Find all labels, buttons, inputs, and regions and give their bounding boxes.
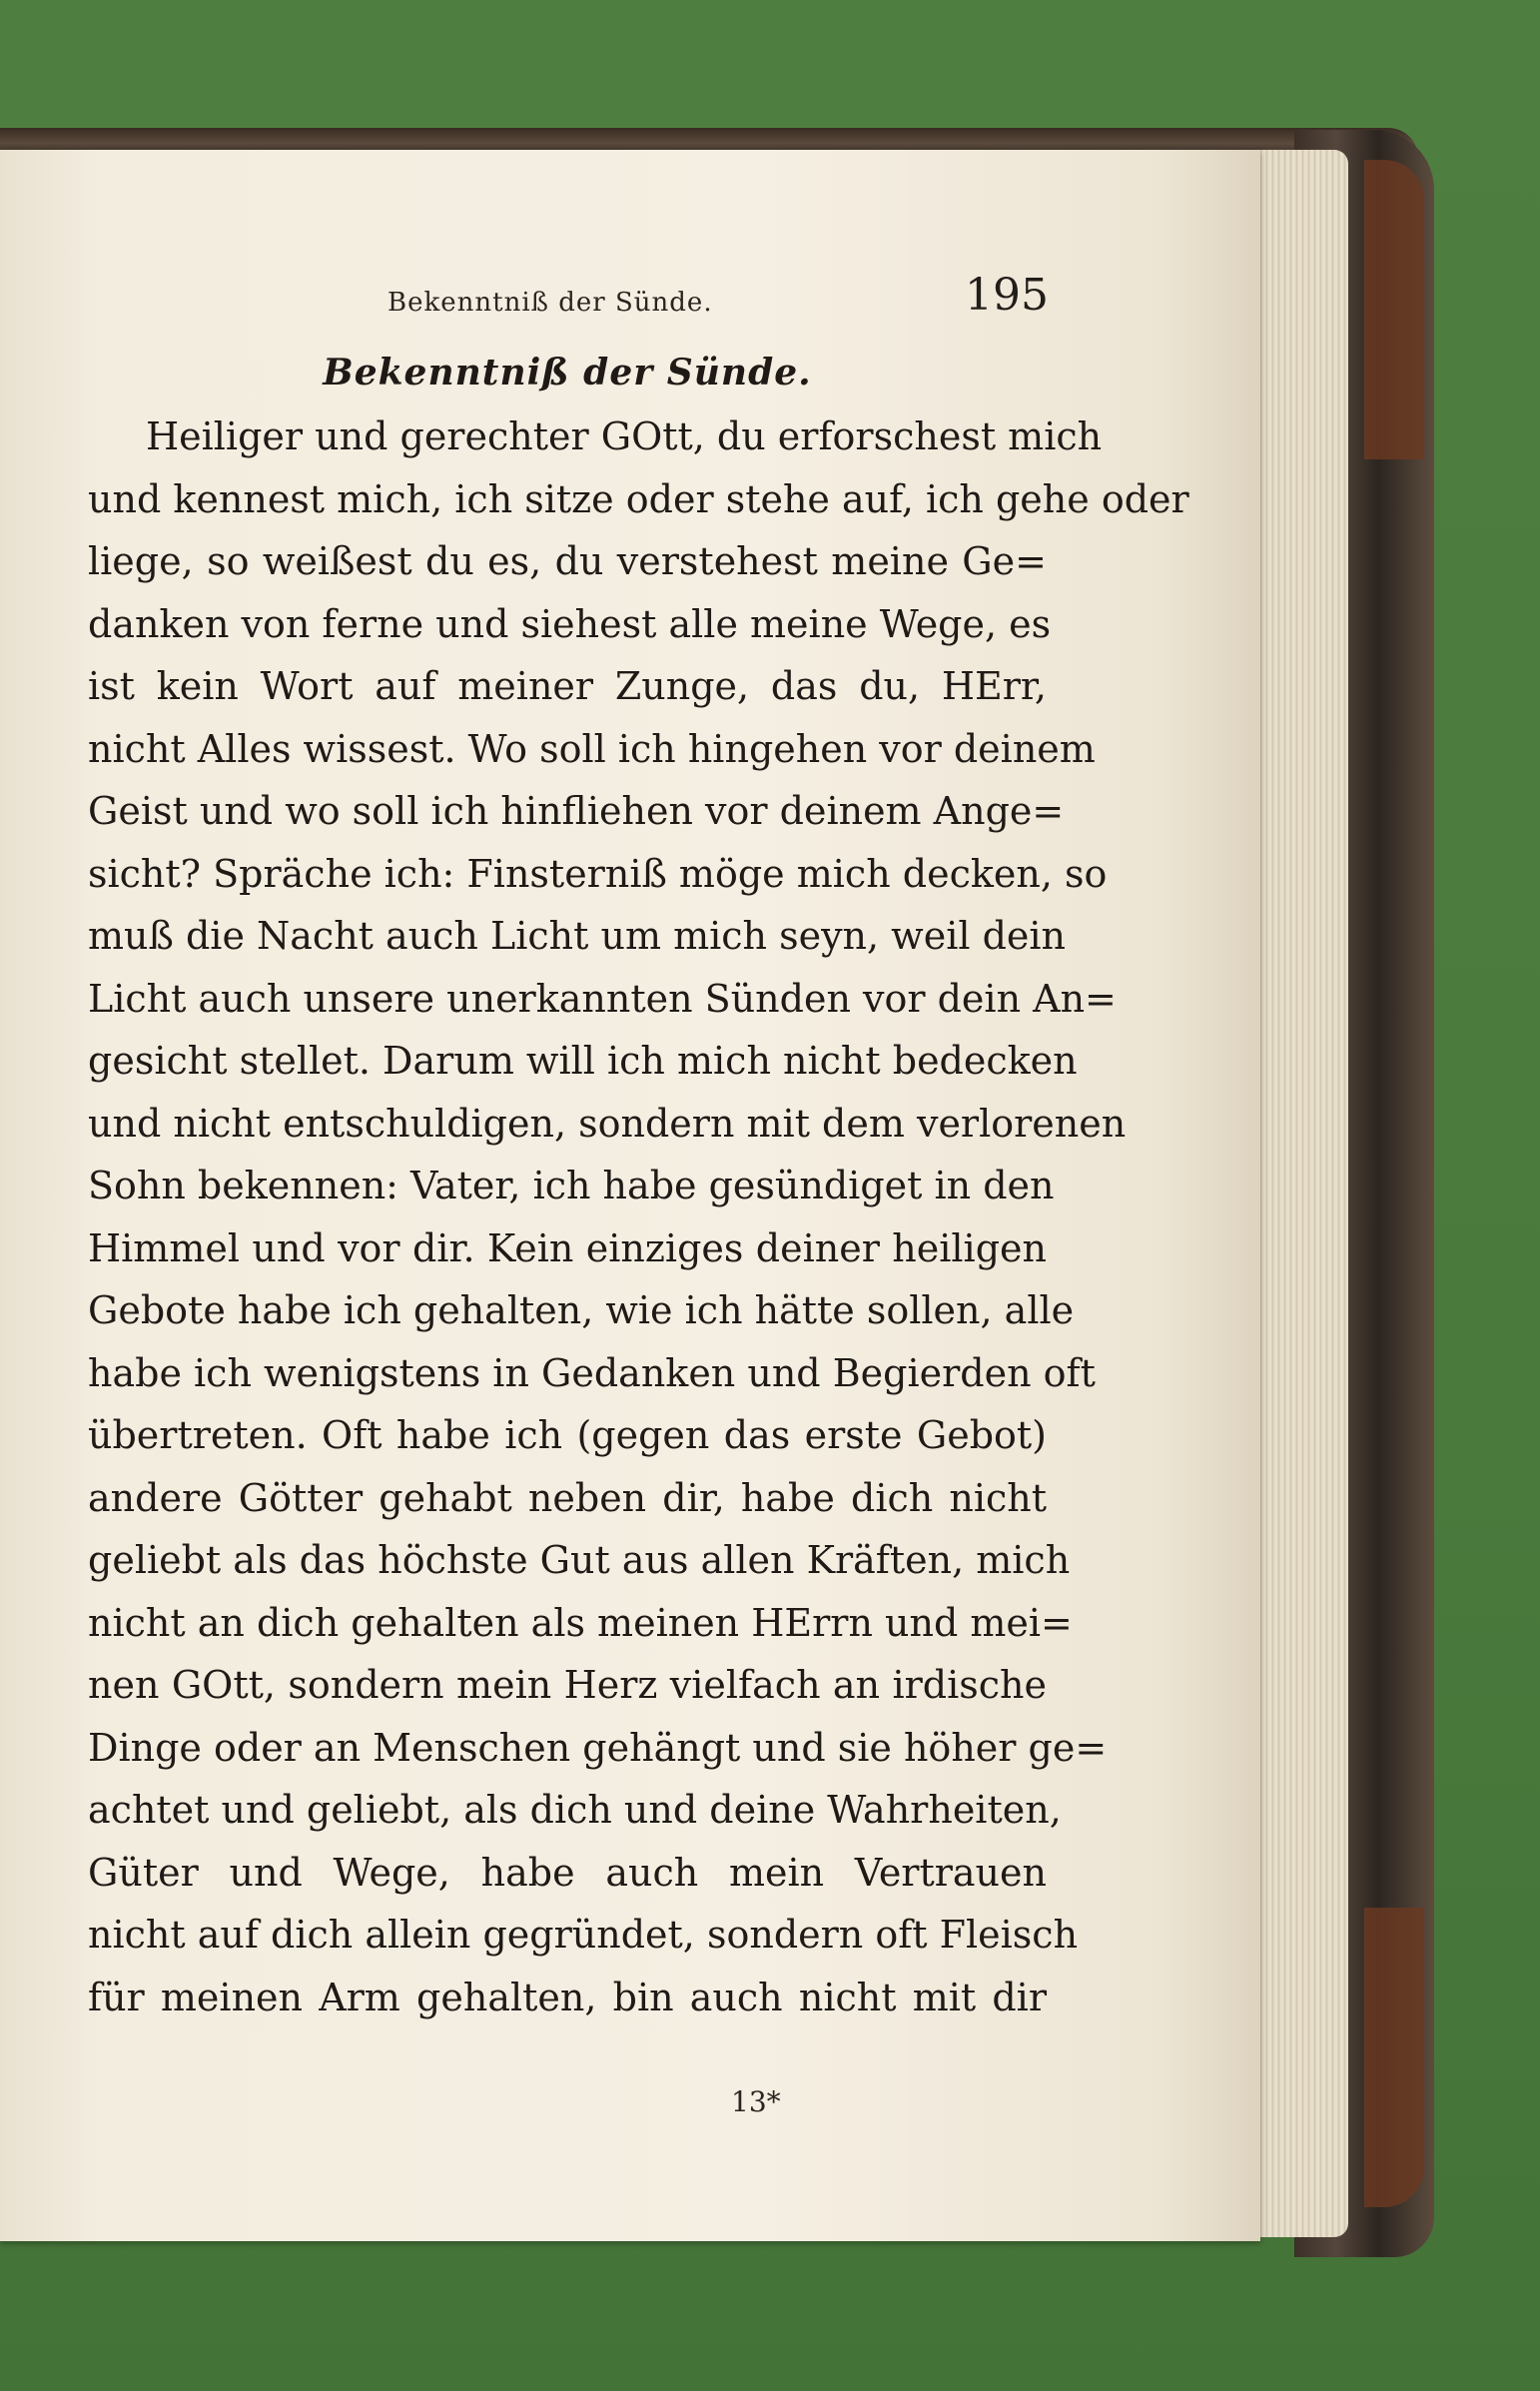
text-line: nicht auf dich allein gegründet, sondern oft Fleisch (88, 1913, 1079, 1957)
text-line: geliebt als das höchste Gut aus allen Kräften, mich (88, 1538, 1071, 1582)
text-line: Dinge oder an Menschen gehängt und sie höher ge= (88, 1725, 1108, 1770)
text-line: liege, so weißest du es, du verstehest meine Ge= (88, 539, 1047, 583)
text-line: nicht Alles wissest. Wo soll ich hingehen vor deinem (88, 726, 1096, 771)
text-line: Güter und Wege, habe auch mein Vertrauen (88, 1850, 1047, 1895)
text-line: und nicht entschuldigen, sondern mit dem verlorenen (88, 1101, 1127, 1146)
text-line: Licht auch unsere unerkannten Sünden vor dein An= (88, 976, 1117, 1021)
text-line: nicht an dich gehalten als meinen HErrn und mei= (88, 1600, 1073, 1645)
section-title: Bekenntniß der Sünde. (323, 352, 812, 394)
text-line: andere Götter gehabt neben dir, habe dich nicht (88, 1475, 1047, 1520)
text-line: Himmel und vor dir. Kein einziges deiner heiligen (88, 1225, 1047, 1270)
text-line: sicht? Spräche ich: Finsterniß möge mich decken, so (88, 851, 1108, 896)
book-page (0, 150, 1260, 2241)
text-line: übertreten. Oft habe ich (gegen das erste Gebot) (88, 1413, 1047, 1457)
page-number: 195 (965, 270, 1049, 321)
text-line: Gebote habe ich gehalten, wie ich hätte sollen, alle (88, 1288, 1075, 1332)
text-line: muß die Nacht auch Licht um mich seyn, weil dein (88, 914, 1067, 958)
text-line: danken von ferne und siehest alle meine Wege, es (88, 601, 1052, 646)
signature-mark: 13* (731, 2085, 781, 2118)
running-head (88, 270, 1047, 350)
page-text-block (88, 270, 1189, 2028)
text-line: achtet und geliebt, als dich und deine Wahrheiten, (88, 1788, 1062, 1832)
text-line: Sohn bekennen: Vater, ich habe gesündiget in den (88, 1164, 1055, 1207)
text-line: nen GOtt, sondern mein Herz vielfach an irdische (88, 1663, 1047, 1707)
text-line: Geist und wo soll ich hinfliehen vor deinem Ange= (88, 789, 1065, 833)
text-line: für meinen Arm gehalten, bin auch nicht mit dir (88, 1975, 1047, 2019)
text-line: und kennest mich, ich sitze oder stehe auf, ich gehe oder (88, 476, 1189, 521)
text-line: gesicht stellet. Darum will ich mich nicht bedecken (88, 1039, 1078, 1083)
text-line: Heiliger und gerechter GOtt, du erforschest mich (146, 414, 1103, 458)
body-text (88, 405, 1189, 2028)
running-title: Bekenntniß der Sünde. (387, 288, 713, 318)
text-line: ist kein Wort auf meiner Zunge, das du, HErr, (88, 664, 1047, 708)
text-line: habe ich wenigstens in Gedanken und Begierden oft (88, 1350, 1096, 1395)
